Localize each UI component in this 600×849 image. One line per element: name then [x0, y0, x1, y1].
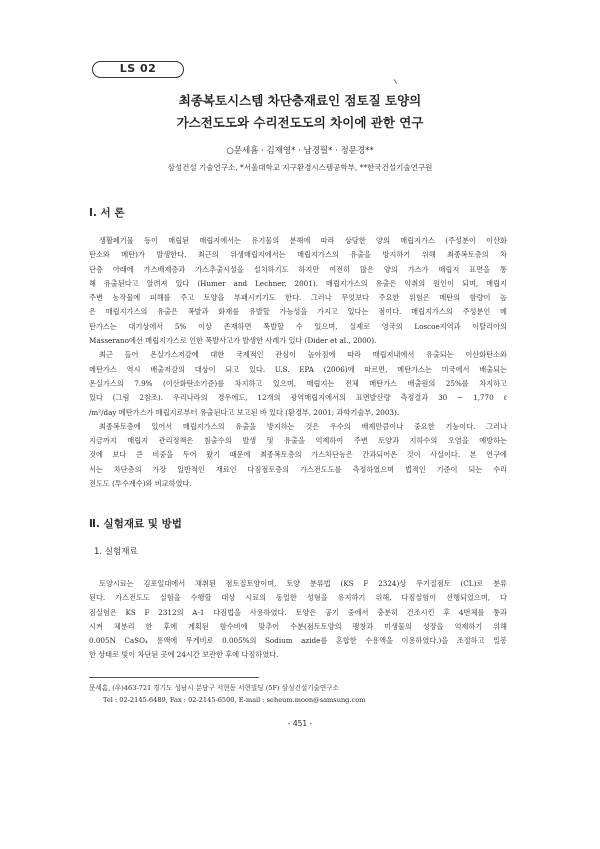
body-line: Masserano에선 매립지가스로 인한 폭발사고가 발생한 사례가 있다 (Dider et al., 2000). [89, 336, 377, 346]
body-line: 지금까지 매립지 관리정책은 침출수의 발생 및 유출을 억제하여 주변 토양과 지하수의 오염을 예방하는 [89, 436, 507, 446]
body-line: 생활폐기물 등이 매립된 매립지에서는 유기물의 분해에 따라 상당한 양의 매립지가스 (주성분이 이산화 [99, 236, 507, 245]
body-line: 최종복토층에 있어서 매립지가스의 유출을 방지하는 것은 우수의 배제만큼이나 중요한 기능이다. 그러나 [99, 421, 507, 431]
subsection-heading-materials: 1. 실험재료 [94, 547, 138, 557]
body-line: 탄가스는 대기상에서 5% 이상 존재하면 폭발할 수 있으며, 실제로 영국의 Loscoe지역과 이탈리아의 [89, 321, 507, 331]
body-line: 전도도 (투수계수)와 비교하였다. [89, 479, 192, 489]
body-line: 단층 아래에 가스배제층과 가스추출시설을 설치하기도 하지만 여전히 많은 양의 가스가 매립지 표면을 통 [89, 264, 507, 274]
footnote-address: 문세흠, (우)463-721 경기도 성남시 분당구 서현동 서현빌딩 (5F) 삼성건설기술연구소 [89, 684, 340, 692]
body-line: 있다 (그림 2참조). 우리나라의 경우에도, 12개의 광역매립지에서의 표면발산량 측정결과 30 ~ 1,770 ℓ [89, 393, 507, 403]
body-line: 메탄가스 역시 배출저감의 대상이 되고 있다. U.S. EPA (2006)에 따르면, 메탄가스는 미국에서 배출되는 [89, 364, 507, 374]
body-line: 0.005N CaSO₄ 용액에 무게비로 0.005%의 Sodium azide를 혼합한 수용액을 이용하였다.)을 조절하고 밀봉 [89, 636, 507, 646]
body-line: 은 매립지가스의 유출은 폭발과 화재를 유발할 가능성을 가지고 있다는 점이다. 매립지가스의 주성분인 메 [89, 307, 507, 317]
section-heading-introduction: Ⅰ. 서 론 [89, 207, 125, 219]
body-line: 한 상태로 빛이 차단된 곳에 24시간 보관한 후에 다짐하였다. [89, 650, 279, 660]
body-line: 온실가스의 7.9% (이산화탄소기준)를 차지하고 있으며, 매립지는 전체 메탄가스 배출원의 25%를 차지하고 [89, 378, 507, 388]
body-line: 해 유출된다고 알려져 있다 (Humer and Lechner, 2001). 매립지가스의 유출은 악취의 원인이 되며, 매립지 [89, 278, 507, 288]
body-line: 것에 보다 큰 비중을 두어 왔기 때문에 최종복토층의 가스차단능은 간과되어온 것이 사실이다. 본 연구에 [89, 450, 507, 460]
author-list: ○문세흠 · 김재영* · 남경필* · 정문경** [226, 146, 374, 156]
body-line: 탄소와 메탄)가 발생한다. 최근의 위생매립지에서는 매립지가스의 유출을 방지하기 위해 최종복토층의 차 [89, 250, 507, 260]
page-number: - 451 - [287, 719, 313, 728]
introduction-body [89, 234, 507, 491]
footnote-divider [89, 677, 259, 678]
paper-title-line-2: 가스전도도와 수리전도도의 차이에 관한 연구 [176, 115, 424, 130]
section-heading-methods: Ⅱ. 실험재료 및 방법 [89, 518, 182, 530]
stray-mark [394, 79, 398, 84]
session-code-badge: LS 02 [92, 61, 184, 78]
body-line: 짐실험은 KS F 2312의 A-1 다짐법을 사용하였다. 토양은 공기 중에서 충분히 건조시킨 후 4번체를 통과 [89, 607, 507, 617]
footnote-contact: Tel : 02-2145-6489, Fax : 02-2145-6500, E-mail : seheum.moon@samsung.com [103, 695, 366, 704]
materials-body [89, 577, 507, 663]
body-line: 시켜 체분리 한 후에 계획된 함수비에 맞추어 수분(점토토양의 팽창과 미생물의 성장을 억제하기 위해 [89, 621, 507, 631]
footnote [89, 683, 365, 706]
body-line: 된다. 가스전도도 실험을 수행할 대상 시료의 동일한 성형을 유지하기 위해, 다짐실험이 선행되었으며, 다 [89, 593, 507, 603]
body-line: 서는 차단층의 가장 일반적인 재료인 다짐점토층의 가스전도도를 측정하였으며 법적인 기준이 되는 수리 [89, 464, 507, 474]
body-line: 최근 들어 온실가스저감에 대한 국제적인 관심이 높아짐에 따라 매립지내에서 유출되는 이산화탄소와 [99, 350, 507, 360]
body-line: /m²/day 메탄가스가 매립지로부터 유출된다고 보고된 바 있다 (환경부, 2001; 과학기술부, 2003). [89, 407, 400, 417]
affiliation-list: 삼성건설 기술연구소, *서울대학교 지구환경시스템공학부, **한국건설기술연구원 [167, 163, 433, 172]
body-line: 토양시료는 김포일대에서 채취된 점토질토양이며, 토양 분류법 (KS F 2324)상 무기질점토 (CL)로 분류 [99, 579, 507, 588]
body-line: 주변 농작물에 피해를 주고 토양을 부패시키기도 한다. 그러나 무엇보다 주요한 위험은 메탄의 함량이 높 [89, 293, 507, 303]
paper-title-line-1: 최종복토시스템 차단층재료인 점토질 토양의 [178, 93, 422, 108]
